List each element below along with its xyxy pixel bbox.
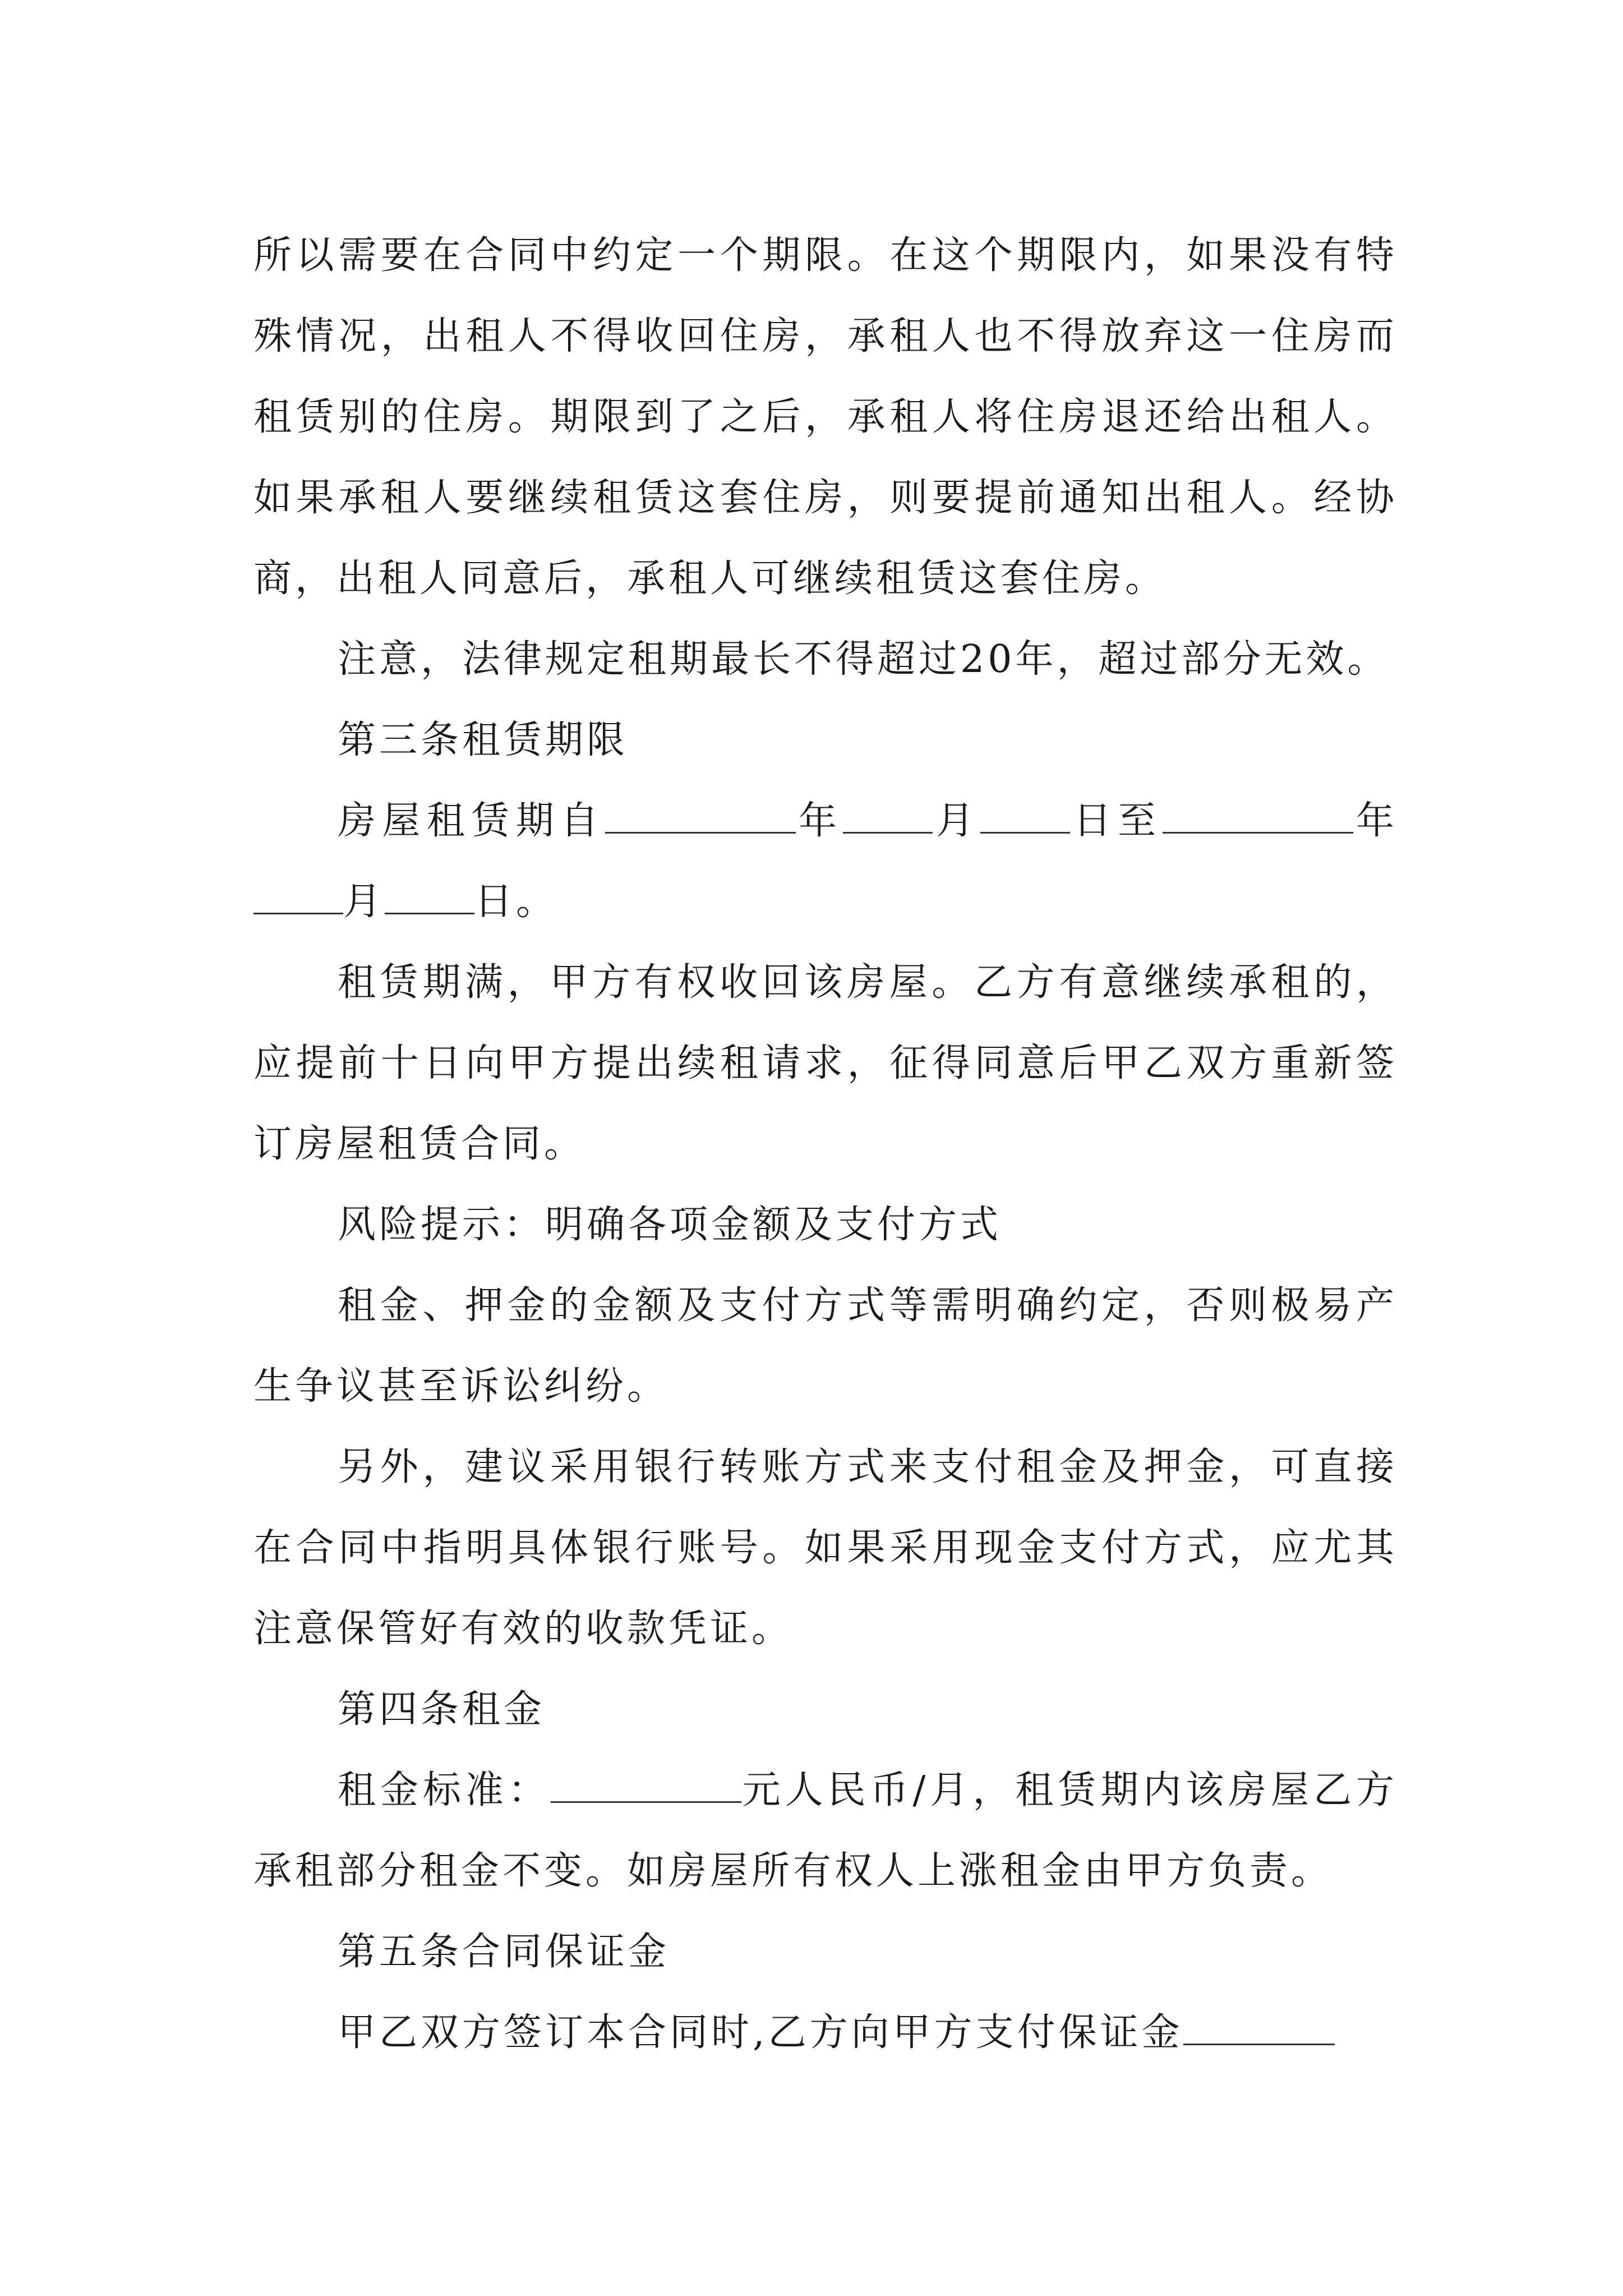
paragraph-lease-term: [253, 781, 1398, 942]
lease-term-month-2: 月: [343, 880, 385, 924]
blank-start-year[interactable]: [605, 784, 796, 834]
deposit-prefix: 甲乙双方签订本合同时,乙方向甲方支付保证金: [338, 2010, 1183, 2055]
blank-deposit-amount[interactable]: [1183, 1995, 1335, 2045]
lease-term-year-2: 年: [1353, 799, 1398, 843]
lease-term-month-1: 月: [933, 799, 981, 843]
lease-term-year-1: 年: [795, 799, 843, 843]
paragraph-rent-standard: [253, 1750, 1398, 1912]
heading-risk-tip: 风险提示：明确各项金额及支付方式: [338, 1203, 1002, 1247]
paragraph-legal-note: 注意，法律规定租期最长不得超过20年，超过部分无效。: [338, 637, 1389, 682]
blank-rent-amount[interactable]: [551, 1753, 741, 1803]
lease-term-prefix: 房屋租赁期自: [338, 799, 605, 843]
paragraph-bank-transfer: 另外，建议采用银行转账方式来支付租金及押金，可直接在合同中指明具体银行账号。如果采用现金支付方式，应尤其注意保管好有效的收款凭证。: [253, 1445, 1398, 1651]
blank-end-day[interactable]: [385, 864, 474, 914]
lease-term-day-end: 日。: [474, 880, 558, 924]
lease-term-day-to: 日至: [1070, 799, 1163, 843]
paragraph-renewal: 租赁期满，甲方有权收回该房屋。乙方有意继续承租的，应提前十日向甲方提出续租请求，征得同意后甲乙双方重新签订房屋租赁合同。: [253, 960, 1398, 1166]
heading-article-4: 第四条租金: [338, 1687, 546, 1732]
paragraph-amount-agreement: 租金、押金的金额及支付方式等需明确约定，否则极易产生争议甚至诉讼纠纷。: [253, 1283, 1398, 1409]
blank-start-month[interactable]: [843, 784, 933, 834]
paragraph-lease-period-explanation: 所以需要在合同中约定一个期限。在这个期限内，如果没有特殊情况，出租人不得收回住房，承租人也不得放弃这一住房而租赁别的住房。期限到了之后，承租人将住房退还给出租人。如果承租人要继续租赁这套住房，则要提前通知出租人。经协商，出租人同意后，承租人可继续租赁这套住房。: [253, 233, 1398, 601]
blank-end-year[interactable]: [1163, 784, 1353, 834]
blank-end-month[interactable]: [253, 864, 343, 914]
blank-start-day[interactable]: [980, 784, 1070, 834]
rent-suffix: 元人民币/月，租赁期内该房屋乙方承租部分租金不变。如房屋所有权人上涨租金由甲方负责。: [253, 1768, 1398, 1893]
rent-prefix: 租金标准：: [338, 1768, 551, 1812]
heading-article-5: 第五条合同保证金: [338, 1930, 670, 1974]
paragraph-deposit: [253, 1993, 1398, 2073]
document-body: [253, 215, 1398, 2073]
heading-article-3: 第三条租赁期限: [338, 718, 629, 762]
